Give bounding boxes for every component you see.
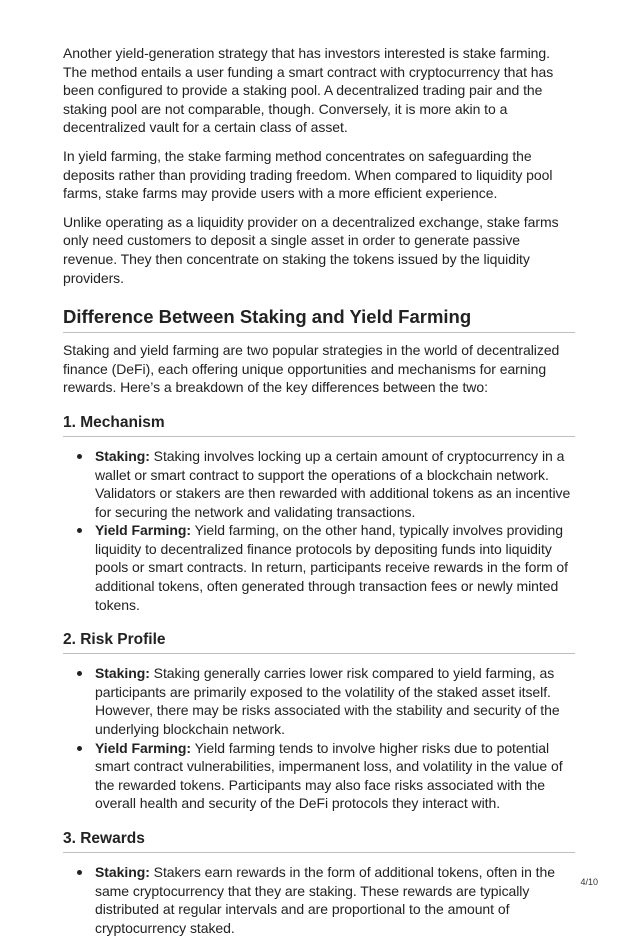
bullet-icon — [77, 528, 82, 533]
bullet-icon — [77, 746, 82, 751]
list-item — [95, 447, 575, 521]
list-item-term: Yield Farming: — [95, 739, 192, 756]
list-item — [95, 521, 575, 614]
list-item-term: Staking: — [95, 447, 150, 464]
intro-paragraph-3: Unlike operating as a liquidity provider on a decentralized exchange, stake farms only need customers to deposit a single asset in order to generate passive revenue. They then concentrate on staking the tokens issued by the liquidity providers. — [63, 213, 559, 286]
list-item — [95, 739, 575, 813]
list-item — [95, 863, 575, 937]
risk-profile-list — [63, 664, 575, 813]
list-item-text: Yield farming, on the other hand, typically involves providing liquidity to decentralized finance protocols by depositing funds into liquidity pools or smart contracts. In return, participants receive rewards in the form of additional tokens, often generated through transaction fees or newly minted tokens. — [95, 522, 568, 613]
bullet-icon — [77, 454, 82, 459]
list-item-term: Staking: — [95, 665, 150, 682]
document-page — [63, 44, 575, 937]
subsection-heading-rewards: 3. Rewards — [63, 829, 575, 853]
list-item-term: Staking: — [95, 864, 150, 880]
section-heading: Difference Between Staking and Yield Farming — [63, 305, 575, 333]
subsection-heading-mechanism: 1. Mechanism — [63, 413, 575, 437]
subsection-heading-risk-profile: 2. Risk Profile — [63, 630, 575, 654]
bullet-icon — [77, 671, 82, 676]
intro-paragraph-2: In yield farming, the stake farming method concentrates on safeguarding the deposits rather than providing trading freedom. When compared to liquidity pool farms, stake farms may provide users with a more efficient experience. — [63, 147, 553, 202]
list-item-text: Stakers earn rewards in the form of additional tokens, often in the same cryptocurrency that they are staking. These rewards are typically distributed at regular intervals and are proportional to the amount of cryptocurrency staked. — [95, 864, 555, 936]
list-item — [95, 664, 575, 738]
list-item-text: Staking generally carries lower risk compared to yield farming, as participants are primarily exposed to the volatility of the staked asset itself. However, there may be risks associated with the stability and security of the underlying blockchain network. — [95, 665, 560, 738]
page-number: 4/10 — [580, 877, 598, 887]
intro-paragraph-1: Another yield-generation strategy that has investors interested is stake farming. The method entails a user funding a smart contract with cryptocurrency that has been configured to provide a staking pool. A decentralized trading pair and the staking pool are not comparable, though. Conversely, it is more akin to a decentralized vault for a certain class of asset. — [63, 45, 554, 136]
bullet-icon — [77, 870, 82, 875]
list-item-text: Yield farming tends to involve higher risks due to potential smart contract vulnerabilities, impermanent loss, and volatility in the value of the rewarded tokens. Participants may also face risks associated with the overall health and security of the DeFi protocols they interact with. — [95, 739, 563, 812]
list-item-term: Yield Farming: — [95, 522, 192, 539]
mechanism-list — [63, 447, 575, 614]
section-intro: Staking and yield farming are two popular strategies in the world of decentralized finance (DeFi), each offering unique opportunities and mechanisms for earning rewards. Here’s a breakdown of the key differences between the two: — [63, 342, 560, 396]
list-item-text: Staking involves locking up a certain amount of cryptocurrency in a wallet or smart contract to support the operations of a blockchain network. Validators or stakers are then rewarded with additional tokens as an incentive for securing the network and validating transactions. — [95, 447, 571, 520]
rewards-list — [63, 863, 575, 937]
